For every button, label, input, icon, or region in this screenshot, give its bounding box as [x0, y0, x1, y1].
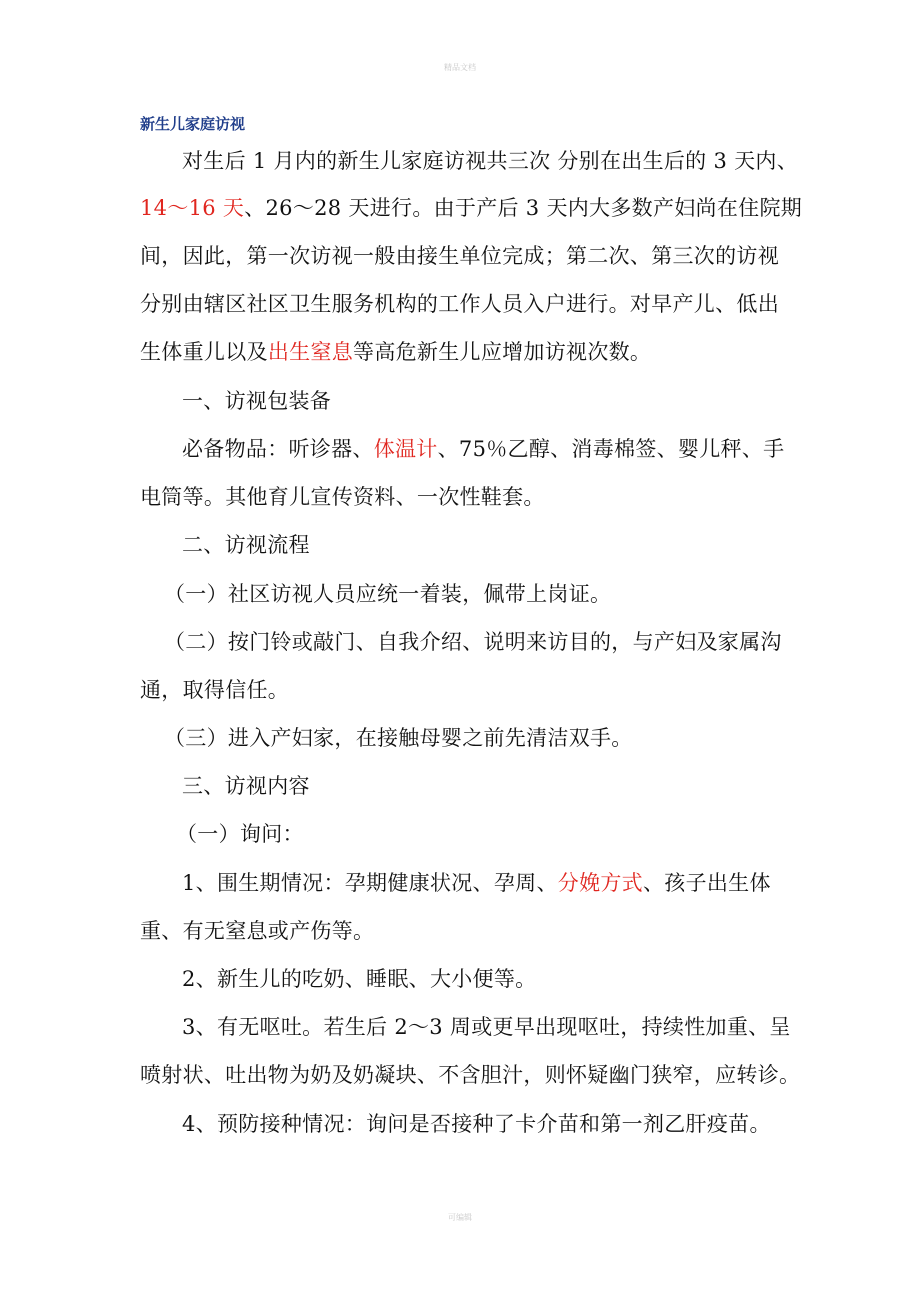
section-3-para-3-line-2: 喷射状、吐出物为奶及奶凝块、不含胆汁，则怀疑幽门狭窄，应转诊。	[140, 1063, 801, 1087]
section-1-line-1-b: 、75％乙醇、消毒棉签、婴儿秤、手	[437, 437, 785, 461]
section-3-para-4: 4、预防接种情况：询问是否接种了卡介苗和第一剂乙肝疫苗。	[182, 1112, 771, 1136]
section-2-heading: 二、访视流程	[182, 533, 310, 557]
page-footer-watermark: 可编辑	[448, 1213, 472, 1222]
section-3-para-2: 2、新生儿的吃奶、睡眠、大小便等。	[182, 967, 537, 991]
section-1-line-1-a: 必备物品：听诊器、	[182, 437, 374, 461]
highlight-text: 14～16 天	[140, 196, 245, 220]
section-3-para-1-line-1	[182, 869, 771, 897]
section-3-para-3-line-1: 3、有无呕吐。若生后 2～3 周或更早出现呕吐，持续性加重、呈	[182, 1015, 791, 1039]
section-1-line-1	[182, 435, 784, 463]
section-2-item-3: （三）进入产妇家，在接触母婴之前先清洁双手。	[164, 726, 633, 750]
section-2-item-2-line-1: （二）按门铃或敲门、自我介绍、说明来访目的，与产妇及家属沟	[164, 630, 782, 654]
section-2-item-2-line-2: 通，取得信任。	[140, 678, 290, 702]
intro-line-5-b: 等高危新生儿应增加访视次数。	[353, 340, 652, 364]
intro-line-2-text: 、26～28 天进行。由于产后 3 天内大多数产妇尚在住院期	[244, 196, 803, 220]
highlight-text: 体温计	[373, 437, 438, 461]
intro-line-3: 间，因此，第一次访视一般由接生单位完成；第二次、第三次的访视	[140, 244, 779, 268]
section-2-item-1: （一）社区访视人员应统一着装，佩带上岗证。	[164, 582, 612, 606]
intro-line-4: 分别由辖区社区卫生服务机构的工作人员入户进行。对早产儿、低出	[140, 292, 779, 316]
document-title: 新生儿家庭访视	[140, 115, 246, 133]
page-header-watermark: 精品文档	[444, 63, 476, 72]
section-3-para-1-a: 1、围生期情况：孕期健康状况、孕周、	[182, 871, 558, 895]
highlight-text: 分娩方式	[557, 871, 643, 895]
section-3-heading: 三、访视内容	[182, 774, 310, 798]
intro-line-1: 对生后 1 月内的新生儿家庭访视共三次 分别在出生后的 3 天内、	[182, 149, 798, 173]
section-3-para-1-b: 、孩子出生体	[642, 871, 771, 895]
highlight-text: 出生窒息	[267, 340, 354, 364]
section-1-heading: 一、访视包装备	[182, 389, 332, 413]
intro-line-2	[140, 194, 802, 222]
intro-line-5-a: 生体重儿以及	[140, 340, 268, 364]
section-3-para-1-line-2: 重、有无窒息或产伤等。	[140, 919, 375, 943]
intro-line-5	[140, 338, 651, 366]
section-1-line-2: 电筒等。其他育儿宣传资料、一次性鞋套。	[140, 485, 545, 509]
section-3-subheading: （一）询问：	[176, 822, 304, 846]
